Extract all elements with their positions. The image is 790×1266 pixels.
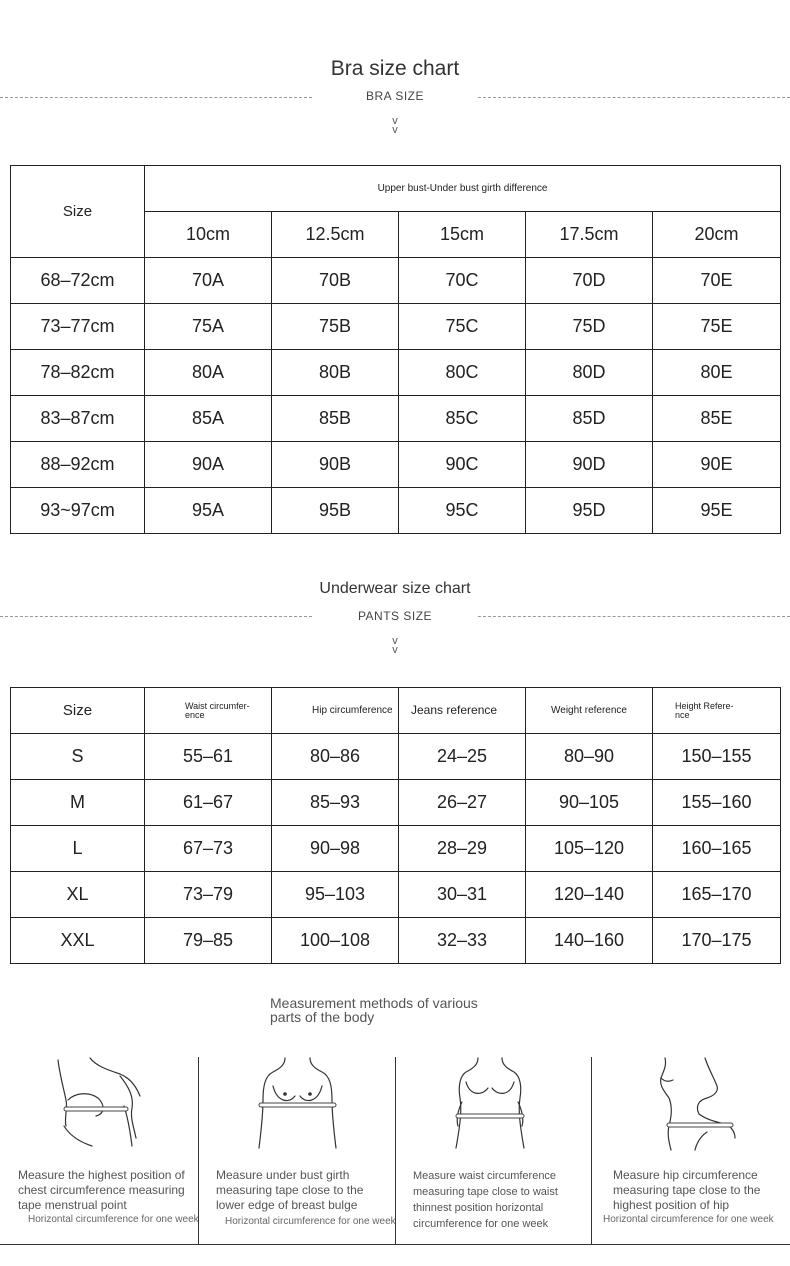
pants-size-table (10, 687, 781, 964)
pants-value-cell: 55–61 (145, 734, 272, 780)
pants-value-cell: 90–105 (526, 780, 653, 826)
description-line: Measure hip circumference (613, 1168, 758, 1182)
bra-size-cell: 90D (526, 442, 653, 488)
bra-chart-title: Bra size chart (330, 57, 460, 80)
description-line: measuring tape close to the (613, 1183, 761, 1197)
bra-size-cell: 80A (145, 350, 272, 396)
bra-size-cell: 95B (272, 488, 399, 534)
pants-column-header (145, 688, 272, 734)
pants-value-cell: 95–103 (272, 872, 399, 918)
waist-figure-icon (450, 1056, 530, 1152)
size-label-cell: XL (11, 872, 145, 918)
table-row (11, 872, 781, 918)
bra-size-cell: 90B (272, 442, 399, 488)
measurement-title-line: Measurement methods of various (270, 995, 478, 1011)
method-description (18, 1168, 198, 1213)
hip-figure-icon (655, 1056, 740, 1152)
underbust-figure-icon (255, 1056, 340, 1152)
description-line: measuring tape close to waist (413, 1186, 558, 1198)
cup-difference-header: 15cm (399, 212, 526, 258)
underwear-chart-title: Underwear size chart (319, 580, 471, 597)
band-size-cell: 83–87cm (11, 396, 145, 442)
size-label-cell: M (11, 780, 145, 826)
bra-size-cell: 75A (145, 304, 272, 350)
description-line: Measure under bust girth (216, 1168, 350, 1182)
pants-column-header (272, 688, 399, 734)
header-line: Hip circumference (312, 705, 393, 716)
bra-size-cell: 80E (653, 350, 781, 396)
method-note: Horizontal circumference for one week (603, 1214, 774, 1225)
table-row (11, 734, 781, 780)
cup-difference-header: 10cm (145, 212, 272, 258)
bra-size-cell: 95E (653, 488, 781, 534)
table-row (11, 826, 781, 872)
chevron-down-icon: v v (392, 635, 398, 656)
size-header: Size (11, 166, 145, 258)
measurement-title (270, 996, 478, 1024)
pants-value-cell: 120–140 (526, 872, 653, 918)
pants-value-cell: 155–160 (653, 780, 781, 826)
bra-size-cell: 70A (145, 258, 272, 304)
size-label-cell: XXL (11, 918, 145, 964)
bottom-rule (0, 1244, 790, 1245)
pants-value-cell: 28–29 (399, 826, 526, 872)
method-description (216, 1168, 394, 1213)
table-row (11, 488, 781, 534)
method-note: Horizontal circumference for one week (225, 1216, 396, 1227)
pants-value-cell: 30–31 (399, 872, 526, 918)
table-row (11, 396, 781, 442)
bra-size-cell: 75B (272, 304, 399, 350)
measurement-title-line: parts of the body (270, 1009, 375, 1025)
pants-column-header (399, 688, 526, 734)
table-row (11, 258, 781, 304)
pants-value-cell: 67–73 (145, 826, 272, 872)
table-row (11, 350, 781, 396)
size-label-cell: L (11, 826, 145, 872)
description-line: Measure waist circumference (413, 1170, 557, 1182)
band-size-cell: 88–92cm (11, 442, 145, 488)
pants-value-cell: 24–25 (399, 734, 526, 780)
header-line: nce (675, 709, 690, 720)
description-line: thinnest position horizontal (413, 1202, 544, 1214)
pants-column-header (11, 688, 145, 734)
pants-column-header (653, 688, 781, 734)
header-line: Jeans reference (411, 703, 498, 717)
header-line: Size (62, 702, 93, 719)
bra-size-cell: 75C (399, 304, 526, 350)
bra-size-cell: 75D (526, 304, 653, 350)
pants-value-cell: 79–85 (145, 918, 272, 964)
pants-value-cell: 26–27 (399, 780, 526, 826)
pants-value-cell: 160–165 (653, 826, 781, 872)
pants-value-cell: 100–108 (272, 918, 399, 964)
bra-size-cell: 85D (526, 396, 653, 442)
bra-size-cell: 85E (653, 396, 781, 442)
description-line: tape menstrual point (18, 1198, 127, 1212)
pants-value-cell: 32–33 (399, 918, 526, 964)
pants-value-cell: 170–175 (653, 918, 781, 964)
header-line: ence (185, 709, 205, 720)
bra-size-cell: 95C (399, 488, 526, 534)
band-size-cell: 78–82cm (11, 350, 145, 396)
bra-size-cell: 80C (399, 350, 526, 396)
bra-size-cell: 85B (272, 396, 399, 442)
pants-value-cell: 165–170 (653, 872, 781, 918)
pants-value-cell: 73–79 (145, 872, 272, 918)
table-row (11, 918, 781, 964)
cup-difference-header: 17.5cm (526, 212, 653, 258)
difference-header: Upper bust-Under bust girth difference (145, 166, 781, 212)
table-row (11, 304, 781, 350)
bra-size-cell: 90A (145, 442, 272, 488)
description-line: chest circumference measuring (18, 1183, 185, 1197)
bust-figure-icon (50, 1056, 150, 1152)
bra-size-cell: 85C (399, 396, 526, 442)
table-row (11, 442, 781, 488)
bra-size-cell: 90E (653, 442, 781, 488)
description-line: measuring tape close to the (216, 1183, 364, 1197)
bra-size-cell: 70E (653, 258, 781, 304)
bra-size-cell: 70C (399, 258, 526, 304)
bra-size-cell: 70D (526, 258, 653, 304)
method-description (613, 1168, 788, 1213)
column-divider (591, 1057, 592, 1244)
band-size-cell: 68–72cm (11, 258, 145, 304)
cup-difference-header: 20cm (653, 212, 781, 258)
bra-size-cell: 70B (272, 258, 399, 304)
method-description (413, 1168, 591, 1232)
bra-size-cell: 90C (399, 442, 526, 488)
pants-value-cell: 105–120 (526, 826, 653, 872)
bra-size-table (10, 165, 781, 534)
header-line: Waist circumfer- (185, 700, 250, 711)
header-line: Height Refere- (675, 700, 734, 711)
underwear-chart-subtitle: PANTS SIZE (357, 609, 433, 623)
bra-size-cell: 75E (653, 304, 781, 350)
bra-size-cell: 85A (145, 396, 272, 442)
cup-difference-header: 12.5cm (272, 212, 399, 258)
bra-size-cell: 80D (526, 350, 653, 396)
pants-value-cell: 80–86 (272, 734, 399, 780)
pants-value-cell: 150–155 (653, 734, 781, 780)
description-line: Measure the highest position of (18, 1168, 185, 1182)
pants-column-header (526, 688, 653, 734)
pants-value-cell: 61–67 (145, 780, 272, 826)
pants-value-cell: 80–90 (526, 734, 653, 780)
band-size-cell: 73–77cm (11, 304, 145, 350)
pants-value-cell: 140–160 (526, 918, 653, 964)
description-line: lower edge of breast bulge (216, 1198, 358, 1212)
size-label-cell: S (11, 734, 145, 780)
chevron-down-icon: v v (392, 115, 398, 136)
bra-size-cell: 95D (526, 488, 653, 534)
description-line: circumference for one week (413, 1218, 549, 1230)
bra-size-cell: 95A (145, 488, 272, 534)
description-line: highest position of hip (613, 1198, 730, 1212)
pants-value-cell: 90–98 (272, 826, 399, 872)
header-line: Weight reference (551, 705, 627, 716)
band-size-cell: 93~97cm (11, 488, 145, 534)
method-note: Horizontal circumference for one week (28, 1214, 199, 1225)
pants-value-cell: 85–93 (272, 780, 399, 826)
table-row (11, 780, 781, 826)
bra-chart-subtitle: BRA SIZE (365, 89, 425, 103)
bra-size-cell: 80B (272, 350, 399, 396)
